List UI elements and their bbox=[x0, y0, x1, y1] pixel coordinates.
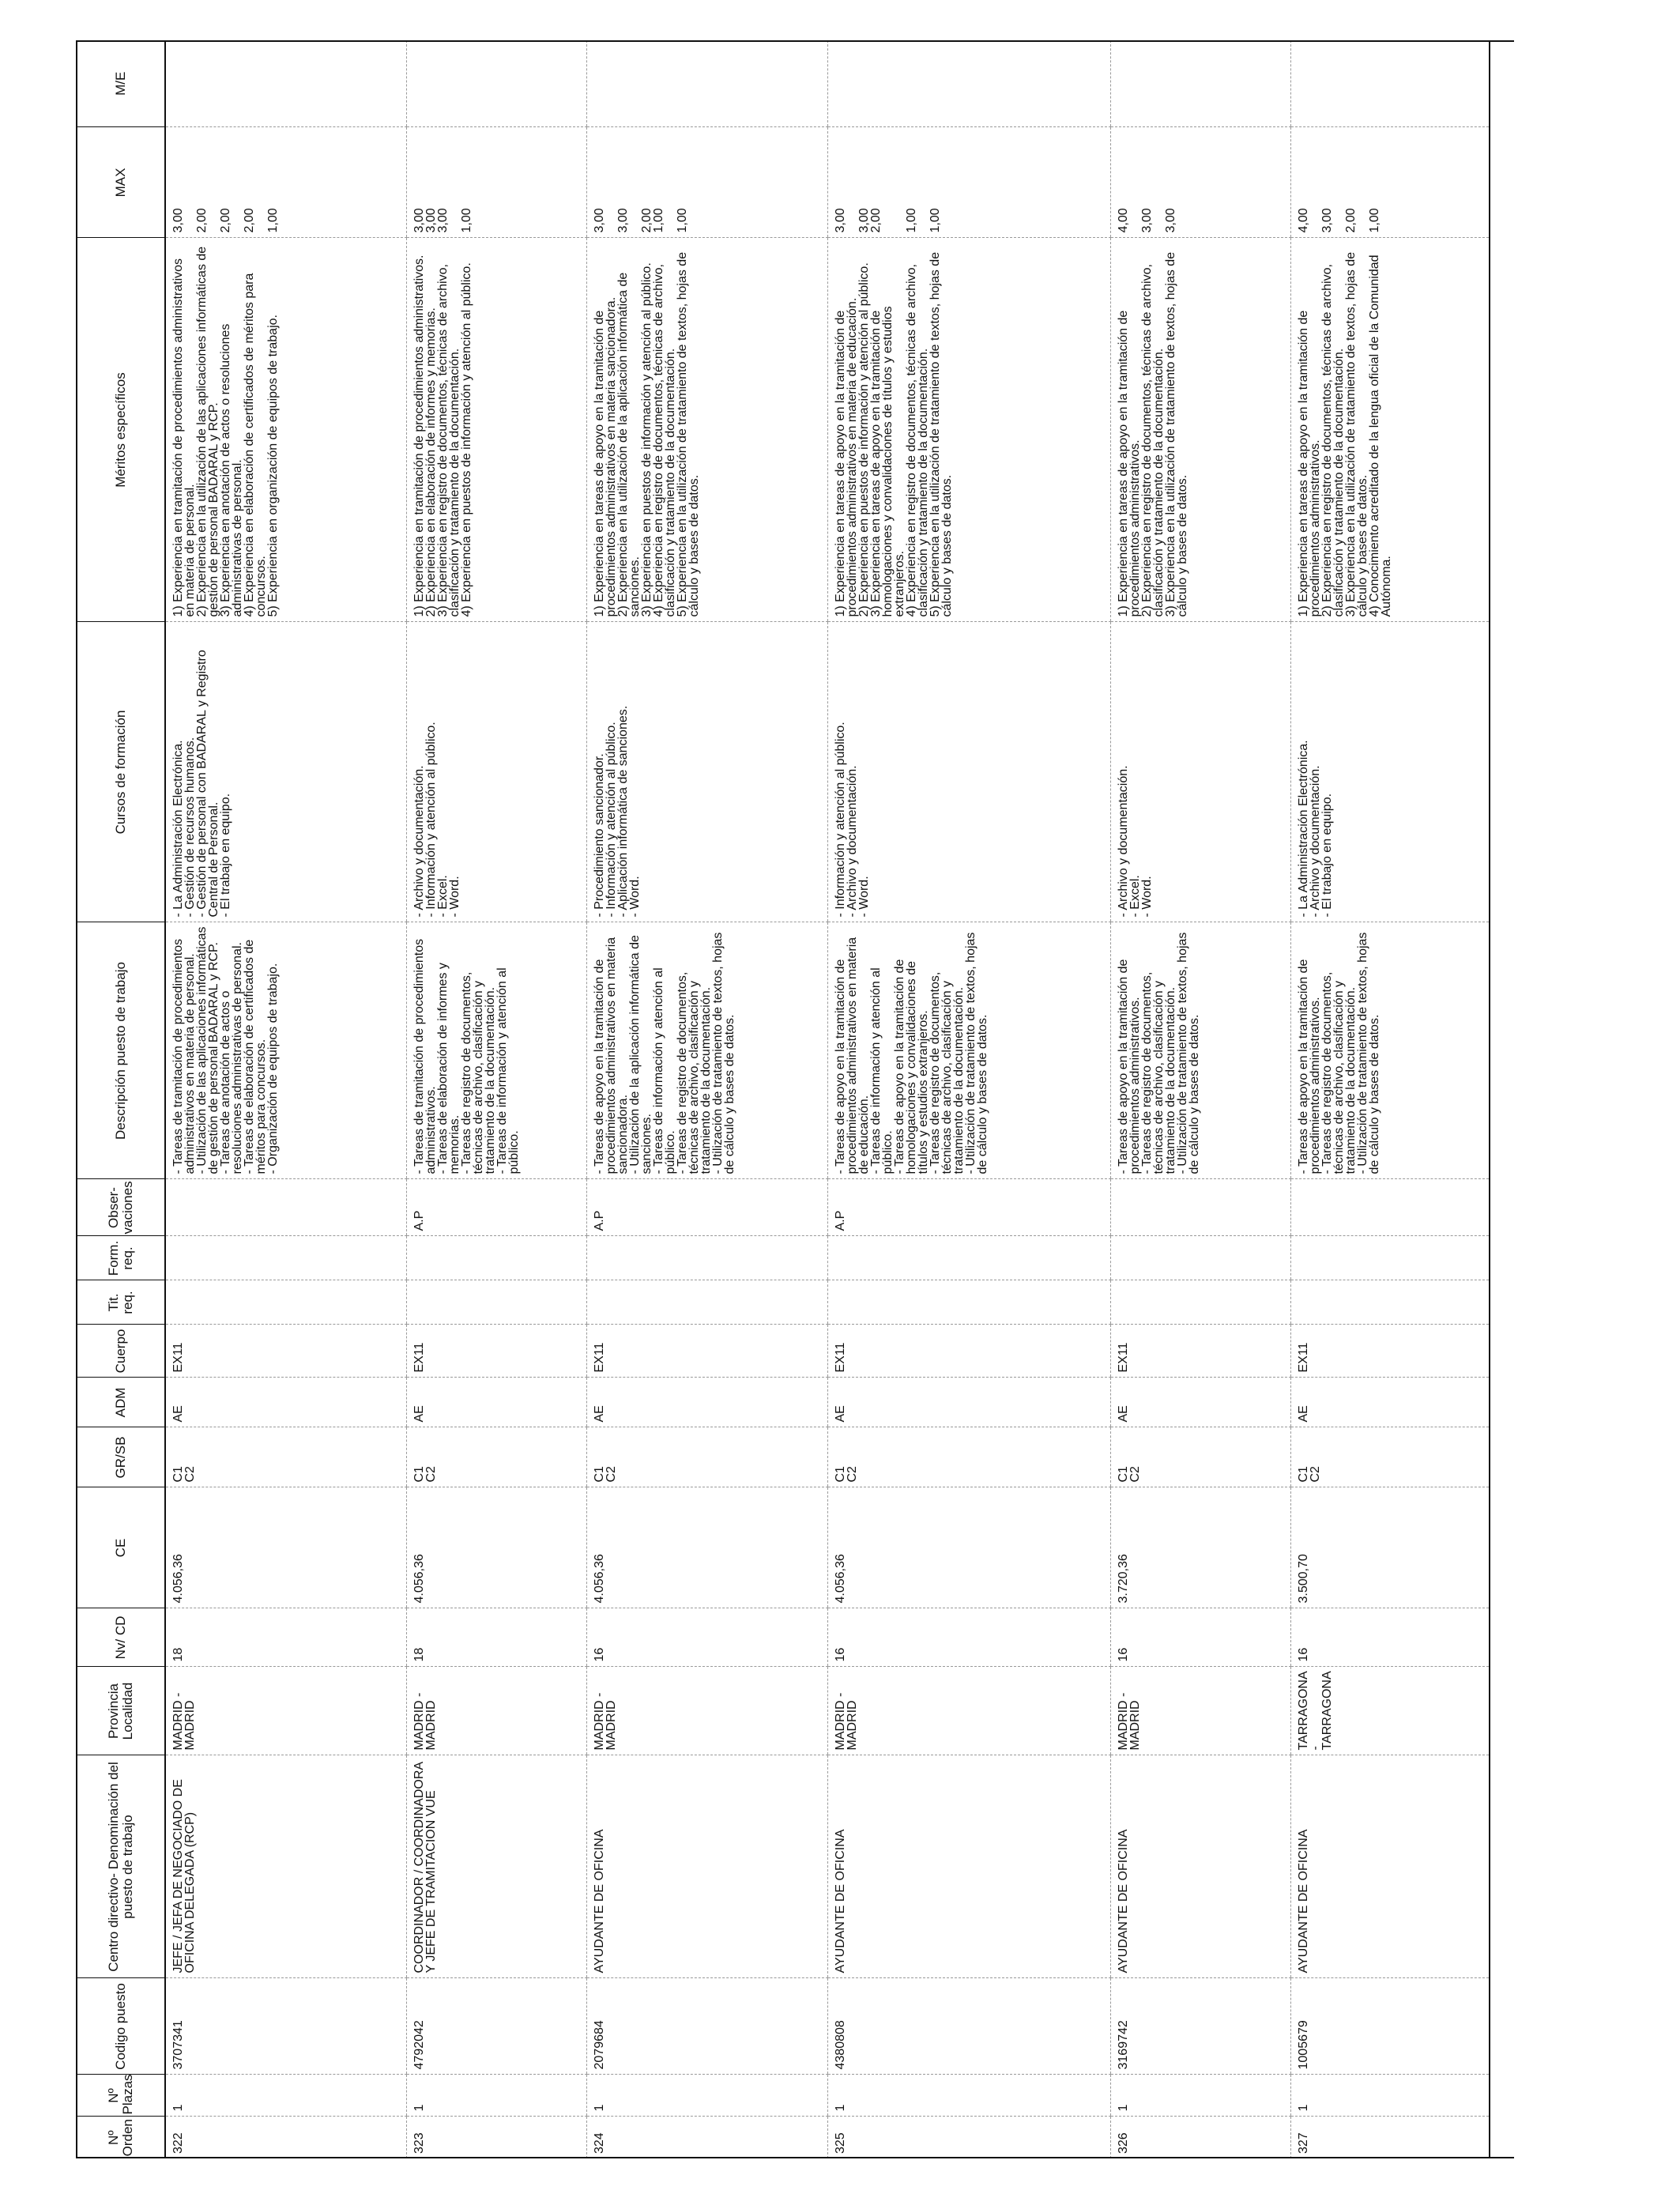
cuerpo-cell: EX11 bbox=[1110, 1325, 1290, 1378]
grsb-value: C1 bbox=[1296, 1466, 1310, 1483]
nivel-cell: 16 bbox=[1290, 1608, 1490, 1667]
codigo-cell: 2079684 bbox=[586, 1978, 827, 2075]
tit-cell bbox=[827, 1280, 1110, 1325]
merito-item: 3) Experiencia en registro de documentos, técnicas de archivo, clasificación y tratamiento de la documentación. bbox=[435, 260, 461, 617]
codigo-cell: 3707341 bbox=[165, 1978, 406, 2075]
curso-item: - Word. bbox=[1139, 876, 1154, 918]
header-codigo: Codigo puesto bbox=[77, 1978, 165, 2075]
me-cell bbox=[586, 40, 827, 127]
grsb-value: C2 bbox=[1128, 1466, 1142, 1483]
table-row bbox=[827, 40, 1110, 2158]
form-cell bbox=[1290, 1236, 1490, 1280]
descripcion-item: - Tareas de registro de documentos, técnicas de archivo, clasificación y tratamiento de la documentación. bbox=[928, 968, 966, 1174]
provincia-cell: MADRID - MADRID bbox=[1110, 1667, 1290, 1755]
plazas-cell: 1 bbox=[165, 2075, 406, 2117]
descripcion-item: - Tareas de registro de documentos, técnicas de archivo, clasificación y tratamiento de la documentación. bbox=[459, 968, 497, 1174]
codigo-cell: 4380808 bbox=[827, 1978, 1110, 2075]
tit-cell bbox=[1290, 1280, 1490, 1325]
cursos-cell bbox=[165, 622, 406, 922]
table-row bbox=[165, 40, 406, 2158]
cursos-cell bbox=[827, 622, 1110, 922]
codigo-cell: 1005679 bbox=[1290, 1978, 1490, 2075]
cursos-cell bbox=[586, 622, 827, 922]
descripcion-item: - Tareas de anotación de actos o resoluciones administrativas de personal. bbox=[219, 942, 244, 1174]
orden-cell: 324 bbox=[586, 2117, 827, 2158]
merito-max-value: 1,00 bbox=[904, 208, 918, 233]
header-ce: CE bbox=[77, 1487, 165, 1608]
merito-item: 1) Experiencia en tramitación de procedimientos administrativos. bbox=[412, 254, 426, 617]
orden-cell: 325 bbox=[827, 2117, 1110, 2158]
grsb-value: C2 bbox=[604, 1466, 618, 1483]
merito-max-value: 4,00 bbox=[1296, 208, 1310, 233]
centro-cell: AYUDANTE DE OFICINA bbox=[1290, 1755, 1490, 1978]
nivel-cell: 16 bbox=[586, 1608, 827, 1667]
grsb-value: C1 bbox=[171, 1466, 185, 1483]
ce-cell: 3.500,70 bbox=[1290, 1487, 1490, 1608]
obs-cell: A.P bbox=[827, 1179, 1110, 1236]
descripcion-item: - Tareas de tramitación de procedimientos administrativos. bbox=[412, 935, 438, 1174]
me-cell bbox=[406, 40, 586, 127]
merito-max-value: 3,00 bbox=[1163, 208, 1177, 233]
provincia-cell: MADRID - MADRID bbox=[586, 1667, 827, 1755]
descripcion-item: - Tareas de registro de documentos, técnicas de archivo, clasificación y tratamiento de la documentación. bbox=[1139, 968, 1177, 1174]
merito-max-value: 1,00 bbox=[928, 208, 942, 233]
merito-max-value: 3,00 bbox=[435, 208, 450, 233]
merito-max-value: 2,00 bbox=[639, 208, 654, 233]
merito-max-value: 4,00 bbox=[1116, 208, 1130, 233]
curso-item: - Word. bbox=[857, 876, 871, 918]
merito-item: 1) Experiencia en tramitación de procedimientos administrativos en materia de personal. bbox=[171, 254, 197, 617]
me-cell bbox=[827, 40, 1110, 127]
merito-max-value: 2,00 bbox=[195, 208, 209, 233]
descripcion-item: - Tareas de información y atención al público. bbox=[495, 963, 521, 1174]
curso-item: - La Administración Electrónica. bbox=[171, 740, 185, 918]
descripcion-item: - Tareas de apoyo en la tramitación de procedimientos administrativos en materia sancionadora. bbox=[592, 933, 630, 1174]
grsb-cell bbox=[586, 1427, 827, 1487]
nivel-cell: 16 bbox=[827, 1608, 1110, 1667]
curso-item: - Archivo y documentación. bbox=[1116, 765, 1130, 918]
provincia-cell: MADRID - MADRID bbox=[165, 1667, 406, 1755]
merito-item: 5) Experiencia en la utilización de tratamiento de textos, hojas de cálculo y bases de datos. bbox=[928, 248, 954, 617]
merito-item: 5) Experiencia en la utilización de tratamiento de textos, hojas de cálculo y bases de datos. bbox=[675, 248, 701, 617]
merito-max-value: 3,00 bbox=[424, 208, 438, 233]
merito-max-value: 1,00 bbox=[1367, 208, 1381, 233]
adm-cell: AE bbox=[586, 1378, 827, 1427]
merito-item: 3) Experiencia en la utilización de tratamiento de textos, hojas de cálculo y bases de datos. bbox=[1163, 248, 1189, 617]
curso-item: - Excel. bbox=[435, 875, 450, 918]
cuerpo-cell: EX11 bbox=[165, 1325, 406, 1378]
descripcion-item: - Utilización de tratamiento de textos, hojas de cálculo y bases de datos. bbox=[1175, 929, 1201, 1174]
curso-item: - Excel. bbox=[1128, 875, 1142, 918]
header-obs: Obser- vaciones bbox=[77, 1179, 165, 1236]
grsb-value: C1 bbox=[592, 1466, 606, 1483]
nivel-cell: 18 bbox=[165, 1608, 406, 1667]
grsb-cell bbox=[406, 1427, 586, 1487]
descripcion-item: - Tareas de tramitación de procedimientos administrativos en materia de personal. bbox=[171, 935, 197, 1174]
ce-cell: 4.056,36 bbox=[165, 1487, 406, 1608]
descripcion-item: - Tareas de elaboración de certificados de méritos para concursos. bbox=[243, 936, 268, 1174]
merito-max-value: 1,00 bbox=[675, 208, 689, 233]
header-max: MAX bbox=[77, 127, 165, 238]
merito-max-value: 3,00 bbox=[857, 208, 871, 233]
header-cursos: Cursos de formación bbox=[77, 622, 165, 922]
descripcion-item: - Utilización de la aplicación informática de sanciones. bbox=[627, 931, 654, 1174]
merito-max-value: 3,00 bbox=[412, 208, 426, 233]
plazas-cell: 1 bbox=[586, 2075, 827, 2117]
meritos-cell bbox=[1110, 238, 1290, 622]
max-cell bbox=[406, 127, 586, 238]
cursos-cell bbox=[406, 622, 586, 922]
merito-item: 2) Experiencia en registro de documentos, técnicas de archivo, clasificación y tratamiento de la documentación. bbox=[1320, 260, 1346, 617]
header-plazas: Nº Plazas bbox=[77, 2075, 165, 2117]
orden-cell: 323 bbox=[406, 2117, 586, 2158]
descripcion-item: - Tareas de registro de documentos, técnicas de archivo, clasificación y tratamiento de la documentación. bbox=[675, 968, 713, 1174]
merito-max-value: 3,00 bbox=[1139, 208, 1154, 233]
grsb-value: C2 bbox=[845, 1466, 859, 1483]
merito-item: 1) Experiencia en tareas de apoyo en la tramitación de procedimientos administrativos en materia de educación. bbox=[833, 297, 859, 617]
curso-item: - La Administración Electrónica. bbox=[1296, 740, 1310, 918]
form-cell bbox=[827, 1236, 1110, 1280]
codigo-cell: 4792042 bbox=[406, 1978, 586, 2075]
curso-item: - El trabajo en equipo. bbox=[219, 793, 232, 918]
merito-item: 3) Experiencia en tareas de apoyo en la tramitación de homologaciones y convalidaciones de títulos y estudios extranjeros. bbox=[868, 302, 906, 617]
plazas-cell: 1 bbox=[827, 2075, 1110, 2117]
curso-item: - Archivo y documentación. bbox=[845, 765, 859, 918]
merito-item: 4) Conocimiento acreditado de la lengua oficial de la Comunidad Autónoma. bbox=[1367, 251, 1393, 617]
adm-cell: AE bbox=[1110, 1378, 1290, 1427]
meritos-cell bbox=[406, 238, 586, 622]
curso-item: - El trabajo en equipo. bbox=[1320, 793, 1334, 918]
merito-max-value: 1,00 bbox=[651, 208, 665, 233]
curso-item: - Información y atención al público. bbox=[424, 722, 438, 918]
merito-max-value: 3,00 bbox=[833, 208, 847, 233]
grsb-value: C1 bbox=[1116, 1466, 1130, 1483]
me-cell bbox=[165, 40, 406, 127]
merito-max-value: 1,00 bbox=[459, 208, 473, 233]
merito-max-value: 2,00 bbox=[1343, 208, 1358, 233]
ce-cell: 3.720,36 bbox=[1110, 1487, 1290, 1608]
curso-item: - Archivo y documentación. bbox=[1308, 765, 1322, 918]
descripcion-item: - Utilización de las aplicaciones informáticas de gestión de personal BADARAL y RCP. bbox=[195, 923, 220, 1174]
table-header bbox=[77, 40, 165, 2158]
merito-item: 2) Experiencia en la utilización de la aplicación informática de sanciones. bbox=[616, 269, 642, 617]
max-cell bbox=[586, 127, 827, 238]
cuerpo-cell: EX11 bbox=[406, 1325, 586, 1378]
merito-item: 3) Experiencia en la utilización de tratamiento de textos, hojas de cálculo y bases de datos. bbox=[1343, 248, 1369, 617]
centro-cell: JEFE / JEFA DE NEGOCIADO DE OFICINA DELEGADA (RCP) bbox=[165, 1755, 406, 1978]
centro-cell: COORDINADOR / COORDINADORA Y JEFE DE TRAMITACION VUE bbox=[406, 1755, 586, 1978]
centro-cell: AYUDANTE DE OFICINA bbox=[586, 1755, 827, 1978]
obs-cell bbox=[165, 1179, 406, 1236]
form-cell bbox=[165, 1236, 406, 1280]
curso-item: - Procedimiento sancionador. bbox=[592, 753, 606, 918]
header-provincia: Provincia Localidad bbox=[77, 1667, 165, 1755]
table-row bbox=[1110, 40, 1290, 2158]
merito-item: 3) Experiencia en puestos de información y atención al público. bbox=[639, 262, 654, 617]
meritos-cell bbox=[586, 238, 827, 622]
table-body bbox=[165, 40, 1490, 2158]
obs-cell bbox=[1110, 1179, 1290, 1236]
merito-max-value: 3,00 bbox=[616, 208, 630, 233]
descripcion-item: - Tareas de registro de documentos, técnicas de archivo, clasificación y tratamiento de la documentación. bbox=[1320, 968, 1358, 1174]
table-row bbox=[586, 40, 827, 2158]
job-positions-table bbox=[76, 40, 1490, 2158]
tit-cell bbox=[406, 1280, 586, 1325]
header-form: Form. req. bbox=[77, 1236, 165, 1280]
merito-max-value: 1,00 bbox=[266, 208, 280, 233]
header-meritos: Méritos específicos bbox=[77, 238, 165, 622]
centro-cell: AYUDANTE DE OFICINA bbox=[827, 1755, 1110, 1978]
merito-max-value: 3,00 bbox=[592, 208, 606, 233]
header-grsb: GR/SB bbox=[77, 1427, 165, 1487]
grsb-value: C1 bbox=[412, 1466, 426, 1483]
descripcion-cell bbox=[1290, 922, 1490, 1179]
provincia-cell: MADRID - MADRID bbox=[827, 1667, 1110, 1755]
me-cell bbox=[1290, 40, 1490, 127]
ce-cell: 4.056,36 bbox=[586, 1487, 827, 1608]
header-centro: Centro directivo- Denominación del puesto de trabajo bbox=[77, 1755, 165, 1978]
merito-item: 2) Experiencia en elaboración de informes y memorias. bbox=[424, 307, 438, 617]
grsb-value: C2 bbox=[1308, 1466, 1322, 1483]
descripcion-item: - Tareas de apoyo en la tramitación de procedimientos administrativos en materia de educación. bbox=[833, 933, 871, 1174]
orden-cell: 327 bbox=[1290, 2117, 1490, 2158]
ce-cell: 4.056,36 bbox=[406, 1487, 586, 1608]
curso-item: - Información y atención al público. bbox=[833, 722, 847, 918]
descripcion-item: - Organización de equipos de trabajo. bbox=[266, 963, 280, 1174]
codigo-cell: 3169742 bbox=[1110, 1978, 1290, 2075]
grsb-value: C2 bbox=[424, 1466, 438, 1483]
max-cell bbox=[827, 127, 1110, 238]
descripcion-item: - Tareas de información y atención al público. bbox=[651, 963, 677, 1174]
merito-item: 2) Experiencia en la utilización de las aplicaciones informáticas de gestión de personal BADARAL y RCP. bbox=[195, 243, 220, 617]
provincia-cell: MADRID - MADRID bbox=[406, 1667, 586, 1755]
header-descripcion: Descripción puesto de trabajo bbox=[77, 922, 165, 1179]
descripcion-item: - Tareas de información y atención al público. bbox=[868, 963, 895, 1174]
curso-item: - Word. bbox=[447, 876, 461, 918]
centro-cell: AYUDANTE DE OFICINA bbox=[1110, 1755, 1290, 1978]
descripcion-cell bbox=[827, 922, 1110, 1179]
descripcion-cell bbox=[165, 922, 406, 1179]
merito-item: 5) Experiencia en organización de equipos de trabajo. bbox=[266, 315, 280, 617]
merito-max-value: 3,00 bbox=[1320, 208, 1334, 233]
merito-max-value: 2,00 bbox=[243, 208, 256, 233]
provincia-cell: TARRAGONA - TARRAGONA bbox=[1290, 1667, 1490, 1755]
obs-cell bbox=[1290, 1179, 1490, 1236]
form-cell bbox=[1110, 1236, 1290, 1280]
header-tit: Tit. req. bbox=[77, 1280, 165, 1325]
header-me: M/E bbox=[77, 40, 165, 127]
tit-cell bbox=[586, 1280, 827, 1325]
descripcion-item: - Tareas de apoyo en la tramitación de procedimientos administrativos. bbox=[1296, 956, 1322, 1174]
merito-item: 3) Experiencia en anotación de actos o resoluciones administrativas de personal. bbox=[219, 320, 244, 617]
rotated-document-page bbox=[76, 40, 1514, 2158]
curso-item: - Información y atención al público. bbox=[604, 722, 618, 918]
merito-item: 1) Experiencia en tareas de apoyo en la tramitación de procedimientos administrativos. bbox=[1296, 307, 1322, 617]
curso-item: - Archivo y documentación. bbox=[412, 765, 426, 918]
descripcion-item: - Tareas de apoyo en la tramitación de procedimientos administrativos. bbox=[1116, 956, 1142, 1174]
merito-item: 2) Experiencia en puestos de información y atención al público. bbox=[857, 262, 871, 617]
descripcion-item: - Tareas de apoyo en la tramitación de homologaciones y convalidaciones de títulos y estudios extranjeros. bbox=[892, 956, 930, 1174]
curso-item: - Gestión de recursos humanos. bbox=[183, 737, 197, 918]
merito-max-value: 2,00 bbox=[868, 208, 883, 233]
tit-cell bbox=[1110, 1280, 1290, 1325]
adm-cell: AE bbox=[827, 1378, 1110, 1427]
merito-item: 1) Experiencia en tareas de apoyo en la tramitación de procedimientos administrativos en materia sancionadora. bbox=[592, 296, 618, 617]
meritos-cell bbox=[827, 238, 1110, 622]
nivel-cell: 18 bbox=[406, 1608, 586, 1667]
descripcion-item: - Utilización de tratamiento de textos, hojas de cálculo y bases de datos. bbox=[710, 929, 736, 1174]
obs-cell: A.P bbox=[586, 1179, 827, 1236]
adm-cell: AE bbox=[165, 1378, 406, 1427]
descripcion-cell bbox=[586, 922, 827, 1179]
descripcion-item: - Tareas de elaboración de informes y memorias. bbox=[435, 959, 461, 1174]
cursos-cell bbox=[1110, 622, 1290, 922]
grsb-cell bbox=[827, 1427, 1110, 1487]
plazas-cell: 1 bbox=[1290, 2075, 1490, 2117]
table-row bbox=[1290, 40, 1490, 2158]
descripcion-cell bbox=[406, 922, 586, 1179]
meritos-cell bbox=[1290, 238, 1490, 622]
adm-cell: AE bbox=[406, 1378, 586, 1427]
merito-item: 4) Experiencia en elaboración de certificados de méritos para concursos. bbox=[243, 270, 268, 617]
merito-max-value: 2,00 bbox=[219, 208, 232, 233]
plazas-cell: 1 bbox=[406, 2075, 586, 2117]
plazas-cell: 1 bbox=[1110, 2075, 1290, 2117]
grsb-value: C1 bbox=[833, 1466, 847, 1483]
cursos-cell bbox=[1290, 622, 1490, 922]
merito-item: 4) Experiencia en registro de documentos, técnicas de archivo, clasificación y tratamiento de la documentación. bbox=[651, 260, 677, 617]
max-cell bbox=[1290, 127, 1490, 238]
nivel-cell: 16 bbox=[1110, 1608, 1290, 1667]
header-nivel: Nv/ CD bbox=[77, 1608, 165, 1667]
cuerpo-cell: EX11 bbox=[1290, 1325, 1490, 1378]
table-row bbox=[406, 40, 586, 2158]
orden-cell: 326 bbox=[1110, 2117, 1290, 2158]
grsb-cell bbox=[165, 1427, 406, 1487]
meritos-cell bbox=[165, 238, 406, 622]
curso-item: - Gestión de personal con BADARAL y Registro Central de Personal. bbox=[195, 646, 220, 918]
cuerpo-cell: EX11 bbox=[586, 1325, 827, 1378]
tit-cell bbox=[165, 1280, 406, 1325]
ce-cell: 4.056,36 bbox=[827, 1487, 1110, 1608]
descripcion-item: - Utilización de tratamiento de textos, hojas de cálculo y bases de datos. bbox=[963, 929, 989, 1174]
header-orden: Nº Orden bbox=[77, 2117, 165, 2158]
max-cell bbox=[1110, 127, 1290, 238]
obs-cell: A.P bbox=[406, 1179, 586, 1236]
descripcion-item: - Utilización de tratamiento de textos, hojas de cálculo y bases de datos. bbox=[1355, 929, 1381, 1174]
orden-cell: 322 bbox=[165, 2117, 406, 2158]
descripcion-cell bbox=[1110, 922, 1290, 1179]
grsb-cell bbox=[1110, 1427, 1290, 1487]
cuerpo-cell: EX11 bbox=[827, 1325, 1110, 1378]
form-cell bbox=[406, 1236, 586, 1280]
grsb-cell bbox=[1290, 1427, 1490, 1487]
merito-item: 1) Experiencia en tareas de apoyo en la tramitación de procedimientos administrativos. bbox=[1116, 307, 1142, 617]
grsb-value: C2 bbox=[183, 1466, 197, 1483]
merito-item: 2) Experiencia en registro de documentos, técnicas de archivo, clasificación y tratamiento de la documentación. bbox=[1139, 260, 1166, 617]
merito-item: 4) Experiencia en registro de documentos, técnicas de archivo, clasificación y tratamiento de la documentación. bbox=[904, 260, 930, 617]
max-cell bbox=[165, 127, 406, 238]
form-cell bbox=[586, 1236, 827, 1280]
adm-cell: AE bbox=[1290, 1378, 1490, 1427]
curso-item: - Word. bbox=[627, 876, 642, 918]
me-cell bbox=[1110, 40, 1290, 127]
header-adm: ADM bbox=[77, 1378, 165, 1427]
header-cuerpo: Cuerpo bbox=[77, 1325, 165, 1378]
curso-item: - Aplicación informática de sanciones. bbox=[616, 705, 630, 918]
merito-max-value: 3,00 bbox=[171, 208, 185, 233]
merito-item: 4) Experiencia en puestos de información y atención al público. bbox=[459, 262, 473, 617]
